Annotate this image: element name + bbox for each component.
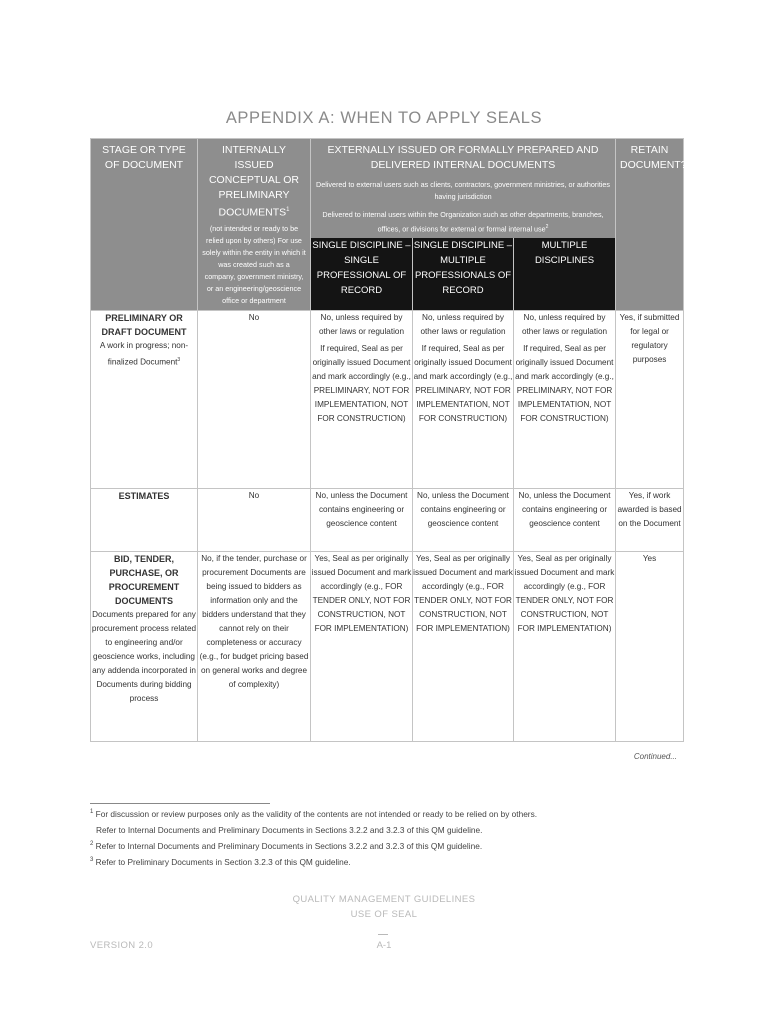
page-number: A-1 — [376, 940, 392, 951]
retain-cell: Yes — [616, 551, 684, 741]
footer-divider — [378, 934, 388, 935]
page-title: APPENDIX A: WHEN TO APPLY SEALS — [225, 109, 543, 127]
header-external: EXTERNALLY ISSUED OR FORMALLY PREPARED AND DELIVERED INTERNAL DOCUMENTS Delivered to external users such as clients, contractors, government ministries, or authorities having jurisdiction Delivered to internal users within the Organization such as other departments, branches, offices, or divisions for external or formal internal use$^2$ — [311, 139, 616, 239]
ext-cell: Yes, Seal as per originally issued Document and mark accordingly (e.g., FOR TENDER ONLY, NOT FOR CONSTRUCTION, NOT FOR IMPLEMENTATION) — [311, 551, 413, 741]
retain-cell: Yes, if submitted for legal or regulatory purposes — [616, 310, 684, 488]
ext-cell: No, unless required by other laws or regulation If required, Seal as per originally issued Document and mark accordingly (e.g., PRELIMINARY, NOT FOR IMPLEMENTATION, NOT FOR CONSTRUCTION) — [311, 310, 413, 488]
subheader-single-single: SINGLE DISCIPLINE – SINGLE PROFESSIONAL OF RECORD — [311, 238, 413, 310]
footnote-3: $^3$ Refer to Preliminary Documents in Section 3.2.3 of this QM guideline. — [90, 857, 351, 867]
ext-cell: No, unless the Document contains engineering or geoscience content — [514, 488, 616, 551]
stage-description: A work in progress; non-finalized Document$^3$ — [99, 340, 189, 367]
internal-cell: No, if the tender, purchase or procurement Documents are being issued to bidders as information only and the bidders understand that they cannot rely on their completeness or accuracy (e.g., for budget pricing based on general works and degree of complexity) — [198, 551, 311, 741]
header-stage: STAGE OR TYPE OF DOCUMENT — [91, 139, 198, 311]
subheader-multiple-disciplines: MULTIPLE DISCIPLINES — [514, 238, 616, 310]
ext-cell: Yes, Seal as per originally issued Document and mark accordingly (e.g., FOR TENDER ONLY, NOT FOR CONSTRUCTION, NOT FOR IMPLEMENTATION) — [514, 551, 616, 741]
ext-cell: No, unless the Document contains engineering or geoscience content — [311, 488, 413, 551]
version-label: VERSION 2.0 — [90, 940, 154, 951]
footnote-1: $^1$ For discussion or review purposes only as the validity of the contents are not intended or ready to be relied on by others. — [90, 809, 538, 819]
internal-cell: No — [198, 310, 311, 488]
stage-description: Documents prepared for any procurement process related to engineering and/or geoscience works, including any addenda incorporated in Documents during bidding process — [91, 609, 197, 703]
ext-cell: Yes, Seal as per originally issued Document and mark accordingly (e.g., FOR TENDER ONLY, NOT FOR CONSTRUCTION, NOT FOR IMPLEMENTATION) — [413, 551, 514, 741]
table-row — [91, 310, 684, 488]
footer-line-2: USE OF SEAL — [350, 909, 418, 920]
seal-table — [90, 138, 687, 742]
ext-cell: No, unless required by other laws or regulation If required, Seal as per originally issued Document and mark accordingly (e.g., PRELIMINARY, NOT FOR IMPLEMENTATION, NOT FOR CONSTRUCTION) — [413, 310, 514, 488]
header-retain: RETAIN DOCUMENT? — [616, 139, 684, 311]
footnote-1-continued: Refer to Internal Documents and Preliminary Documents in Sections 3.2.2 and 3.2.3 of this QM guideline. — [96, 825, 483, 835]
stage-name: PRELIMINARY OR DRAFT DOCUMENT — [101, 312, 187, 337]
footnote-2: $^2$ Refer to Internal Documents and Preliminary Documents in Sections 3.2.2 and 3.2.3 of this QM guideline. — [90, 841, 483, 851]
footer-line-1: QUALITY MANAGEMENT GUIDELINES — [292, 894, 476, 905]
stage-cell — [91, 551, 198, 741]
table-row — [91, 488, 684, 551]
subheader-single-multiple: SINGLE DISCIPLINE – MULTIPLE PROFESSIONALS OF RECORD — [413, 238, 514, 310]
header-internal: INTERNALLY ISSUED CONCEPTUAL OR PRELIMINARY DOCUMENTS$^1$ (not intended or ready to be relied upon by others) For use solely within the entity in which it was created such as a company, government ministry, or an engineering/geoscience office or department — [198, 139, 311, 311]
stage-cell — [91, 488, 198, 551]
internal-cell: No — [198, 488, 311, 551]
ext-cell: No, unless the Document contains engineering or geoscience content — [413, 488, 514, 551]
continued-note: Continued... — [633, 752, 677, 761]
stage-cell — [91, 310, 198, 488]
ext-cell: No, unless required by other laws or regulation If required, Seal as per originally issued Document and mark accordingly (e.g., PRELIMINARY, NOT FOR IMPLEMENTATION, NOT FOR CONSTRUCTION) — [514, 310, 616, 488]
stage-name: ESTIMATES — [118, 490, 170, 501]
retain-cell: Yes, if work awarded is based on the Document — [616, 488, 684, 551]
table-row — [91, 551, 684, 741]
stage-name: BID, TENDER, PURCHASE, OR PROCUREMENT DOCUMENTS — [108, 553, 180, 606]
footnote-divider — [90, 803, 270, 804]
